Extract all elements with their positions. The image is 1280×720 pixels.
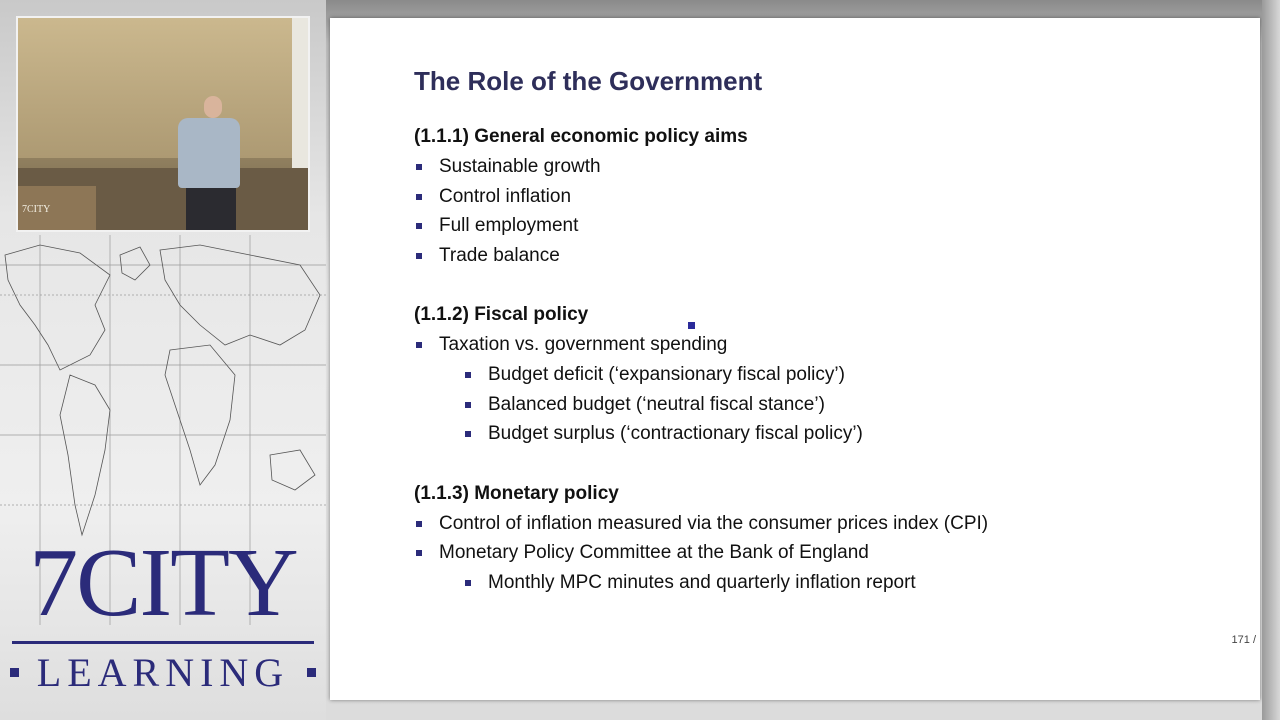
logo-square-left <box>10 668 19 677</box>
slide-title: The Role of the Government <box>414 66 763 96</box>
section-heading: (1.1.3) Monetary policy <box>414 482 619 504</box>
logo-divider <box>12 641 314 644</box>
section-spacer <box>414 449 1234 479</box>
page-number: 171 / <box>1231 634 1256 646</box>
presentation-slide <box>330 18 1260 700</box>
list-item <box>414 330 1234 360</box>
sub-list-item <box>414 568 1234 598</box>
list-item <box>414 211 1234 241</box>
bullet-marker <box>416 550 422 556</box>
bullet-text: Taxation vs. government spending <box>439 334 728 356</box>
logo-square-right <box>307 668 316 677</box>
sub-list-item <box>414 419 1234 449</box>
bullet-text: Trade balance <box>439 244 560 266</box>
list-item <box>414 509 1234 539</box>
list-item <box>414 182 1234 212</box>
section-heading: (1.1.1) General economic policy aims <box>414 126 748 147</box>
logo-learning <box>10 648 316 696</box>
sub-list-item <box>414 390 1234 420</box>
lectern <box>18 186 96 232</box>
bullet-marker <box>416 253 422 259</box>
bullet-marker <box>416 164 422 170</box>
logo-learning-text: LEARNING <box>36 649 290 695</box>
list-item <box>414 538 1234 568</box>
bullet-text: Control inflation <box>439 185 572 207</box>
bullet-marker <box>416 194 422 200</box>
section-spacer <box>414 270 1234 300</box>
bullet-marker <box>416 223 422 229</box>
logo-7city: 7CITY <box>29 529 297 637</box>
bullet-text: Sustainable growth <box>439 156 601 177</box>
presenter-video-feed <box>16 16 310 232</box>
bullet-text: Monetary Policy Committee at the Bank of England <box>439 542 869 564</box>
bullet-text: Balanced budget (‘neutral fiscal stance’) <box>488 393 825 415</box>
bullet-marker <box>465 580 471 586</box>
window-edge <box>1262 0 1280 720</box>
slide-content <box>414 122 1234 598</box>
bullet-marker <box>465 431 471 437</box>
pointer-marker <box>688 322 695 329</box>
bullet-text: Full employment <box>439 215 579 237</box>
list-item <box>414 241 1234 271</box>
bullet-text: Monthly MPC minutes and quarterly inflation report <box>488 571 916 593</box>
bullet-text: Budget deficit (‘expansionary fiscal policy’) <box>488 363 845 385</box>
lectern-logo-text: 7CITY <box>22 204 51 215</box>
bullet-marker <box>416 342 422 348</box>
list-item <box>414 152 1234 182</box>
bullet-marker <box>416 521 422 527</box>
branding-panel <box>0 0 326 720</box>
sub-list-item <box>414 360 1234 390</box>
section-heading: (1.1.2) Fiscal policy <box>414 304 589 326</box>
bullet-text: Budget surplus (‘contractionary fiscal policy’) <box>488 423 863 445</box>
bullet-marker <box>465 402 471 408</box>
bullet-marker <box>465 372 471 378</box>
bullet-text: Control of inflation measured via the consumer prices index (CPI) <box>439 512 989 534</box>
